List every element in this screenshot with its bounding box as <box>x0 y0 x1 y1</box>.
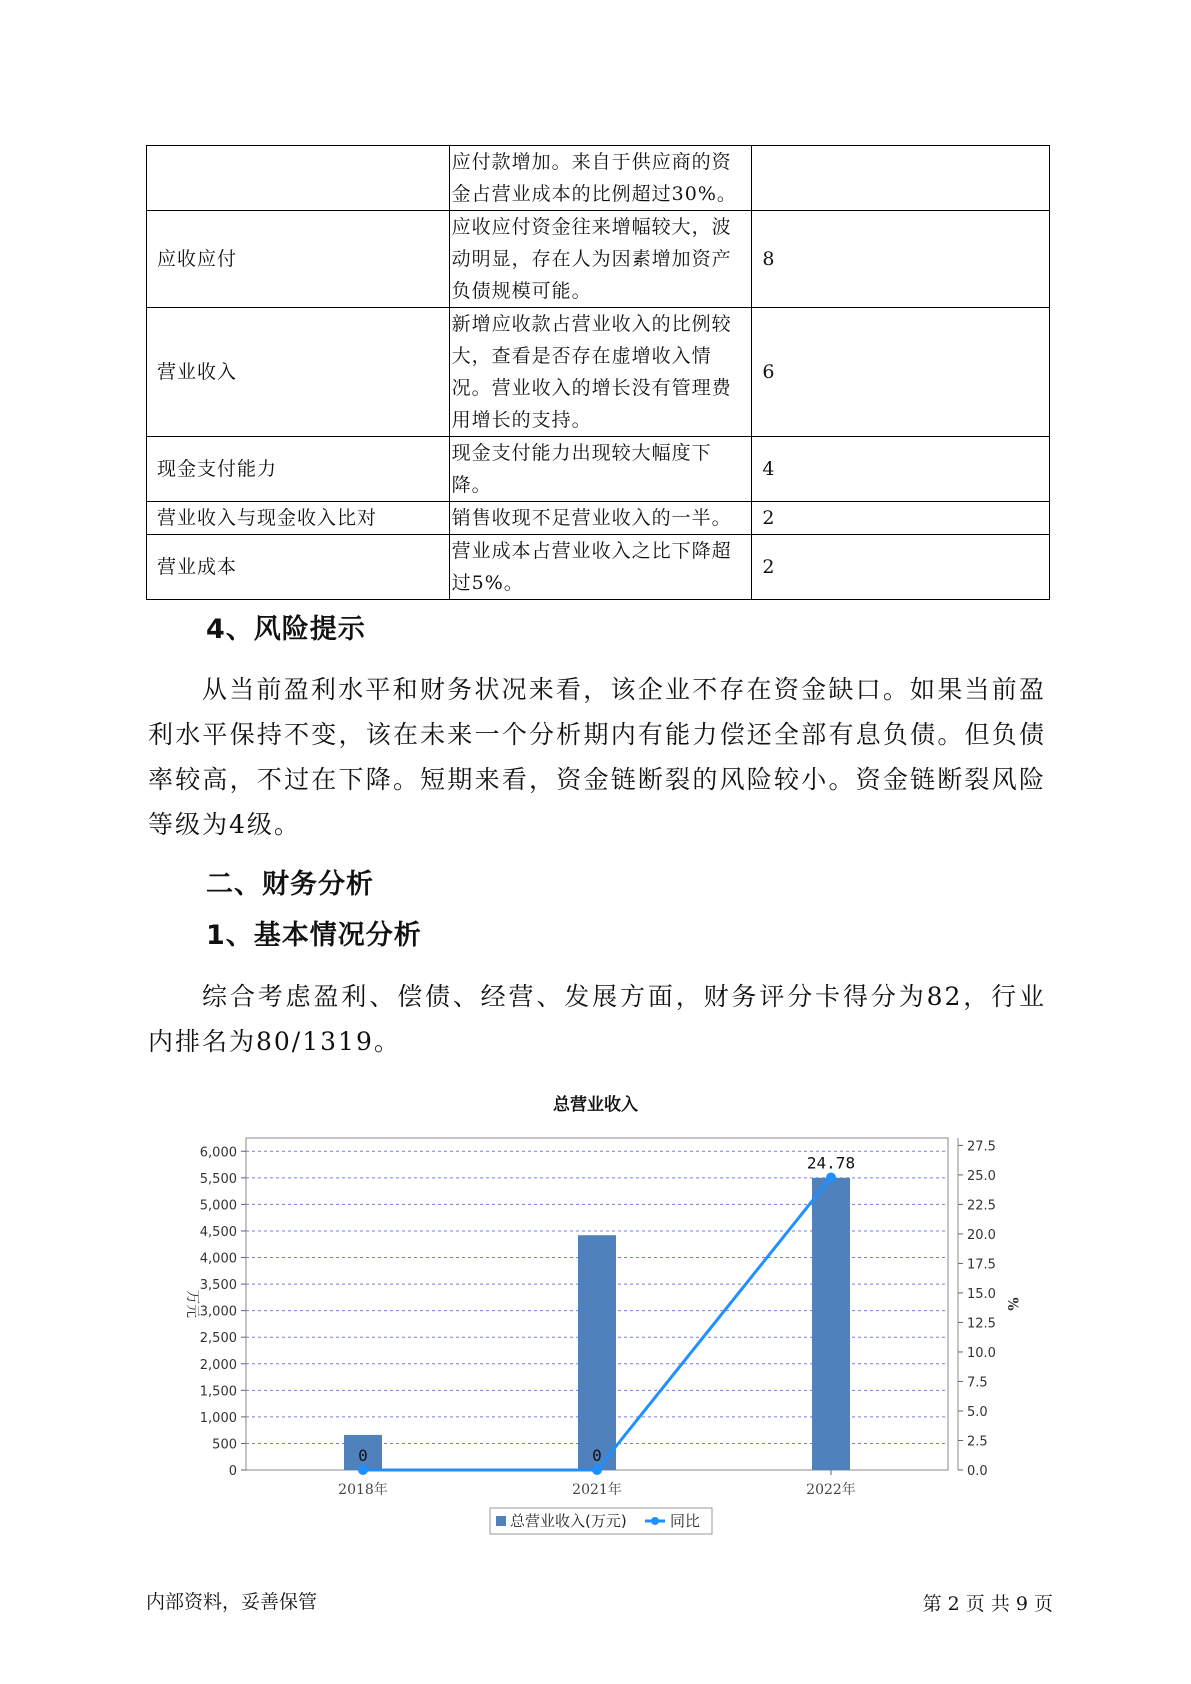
risk-score-cell: 2 <box>752 535 1050 600</box>
risk-score-cell: 4 <box>752 437 1050 502</box>
bar-revenue-1 <box>578 1235 616 1470</box>
risk-heading: 4、风险提示 <box>206 614 366 645</box>
y-tick-label: 3,500 <box>199 1278 237 1294</box>
legend-swatch-yoy-dot <box>651 1517 659 1525</box>
risk-item-cell: 营业收入与现金收入比对 <box>147 502 450 535</box>
x-tick-label: 2021年 <box>572 1482 622 1498</box>
y-tick-label: 500 <box>212 1437 237 1453</box>
legend-label-yoy: 同比 <box>670 1512 701 1530</box>
y2-tick-label: 15.0 <box>967 1286 996 1302</box>
legend-label-revenue: 总营业收入(万元) <box>510 1512 627 1530</box>
y2-tick-label: 25.0 <box>967 1168 996 1184</box>
risk-description-cell: 新增应收款占营业收入的比例较大，查看是否存在虚增收入情况。营业收入的增长没有管理费用增长的支持。 <box>449 308 752 437</box>
y2-tick-label: 22.5 <box>967 1198 996 1214</box>
y2-tick-label: 12.5 <box>967 1316 996 1332</box>
risk-description-cell: 销售收现不足营业收入的一半。 <box>449 502 752 535</box>
risk-score-cell: 2 <box>752 502 1050 535</box>
basic-analysis-paragraph: 综合考虑盈利、偿债、经营、发展方面，财务评分卡得分为82，行业内排名为80/1319。 <box>148 982 1046 1056</box>
risk-paragraph: 从当前盈利水平和财务状况来看，该企业不存在资金缺口。如果当前盈利水平保持不变，该在未来一个分析期内有能力偿还全部有息负债。但负债率较高，不过在下降。短期来看，资金链断裂的风险较小。资金链断裂风险等级为4级。 <box>148 675 1046 839</box>
risk-score-cell: 6 <box>752 308 1050 437</box>
data-label-yoy: 0 <box>592 1446 602 1465</box>
y2-tick-label: 2.5 <box>967 1434 988 1450</box>
y-tick-label: 1,500 <box>199 1384 237 1400</box>
y-tick-label: 3,000 <box>199 1304 237 1320</box>
legend-swatch-revenue <box>496 1516 506 1526</box>
y-tick-label: 0 <box>228 1464 237 1479</box>
footer-page-number: 第 2 页 共 9 页 <box>922 1593 1053 1615</box>
y-tick-label: 5,500 <box>199 1171 237 1187</box>
risk-description-cell: 营业成本占营业收入之比下降超过5%。 <box>449 535 752 600</box>
y-tick-label: 2,000 <box>199 1357 237 1373</box>
point-yoy-1 <box>592 1465 602 1475</box>
point-yoy-0 <box>358 1465 368 1475</box>
risk-description-cell: 应付款增加。来自于供应商的资金占营业成本的比例超过30%。 <box>449 146 752 211</box>
y-tick-label: 6,000 <box>199 1145 237 1161</box>
y2-tick-label: 7.5 <box>967 1375 988 1391</box>
y-tick-label: 1,000 <box>199 1410 237 1426</box>
risk-item-cell: 现金支付能力 <box>147 437 450 502</box>
y-tick-label: 4,500 <box>199 1224 237 1240</box>
risk-score-cell: 8 <box>752 211 1050 308</box>
y-tick-label: 5,000 <box>199 1198 237 1214</box>
y2-tick-label: 20.0 <box>967 1227 996 1243</box>
risk-item-cell: 营业收入 <box>147 308 450 437</box>
risk-item-cell: 营业成本 <box>147 535 450 600</box>
y-tick-label: 2,500 <box>199 1331 237 1347</box>
finance-heading: 二、财务分析 <box>206 869 374 900</box>
y2-tick-label: 27.5 <box>967 1139 996 1155</box>
y-tick-label: 4,000 <box>199 1251 237 1267</box>
y2-tick-label: 0.0 <box>967 1464 988 1479</box>
x-tick-label: 2018年 <box>338 1482 388 1498</box>
point-yoy-2 <box>826 1172 836 1182</box>
y2-tick-label: 5.0 <box>967 1404 988 1420</box>
data-label-yoy: 0 <box>358 1446 368 1465</box>
y2-tick-label: 10.0 <box>967 1345 996 1361</box>
y-axis-title: 万元 <box>184 1290 200 1318</box>
risk-description-cell: 应收应付资金往来增幅较大，波动明显，存在人为因素增加资产负债规模可能。 <box>449 211 752 308</box>
footer-confidential: 内部资料，妥善保管 <box>146 1591 318 1613</box>
risk-item-cell: 应收应付 <box>147 211 450 308</box>
basic-analysis-heading: 1、基本情况分析 <box>206 920 422 951</box>
y2-axis-title: % <box>1004 1297 1020 1311</box>
y2-tick-label: 17.5 <box>967 1257 996 1273</box>
data-label-yoy: 24.78 <box>806 1153 856 1173</box>
bar-revenue-2 <box>812 1178 850 1470</box>
x-tick-label: 2022年 <box>806 1482 856 1498</box>
chart-title: 总营业收入 <box>553 1095 638 1115</box>
risk-description-cell: 现金支付能力出现较大幅度下降。 <box>449 437 752 502</box>
